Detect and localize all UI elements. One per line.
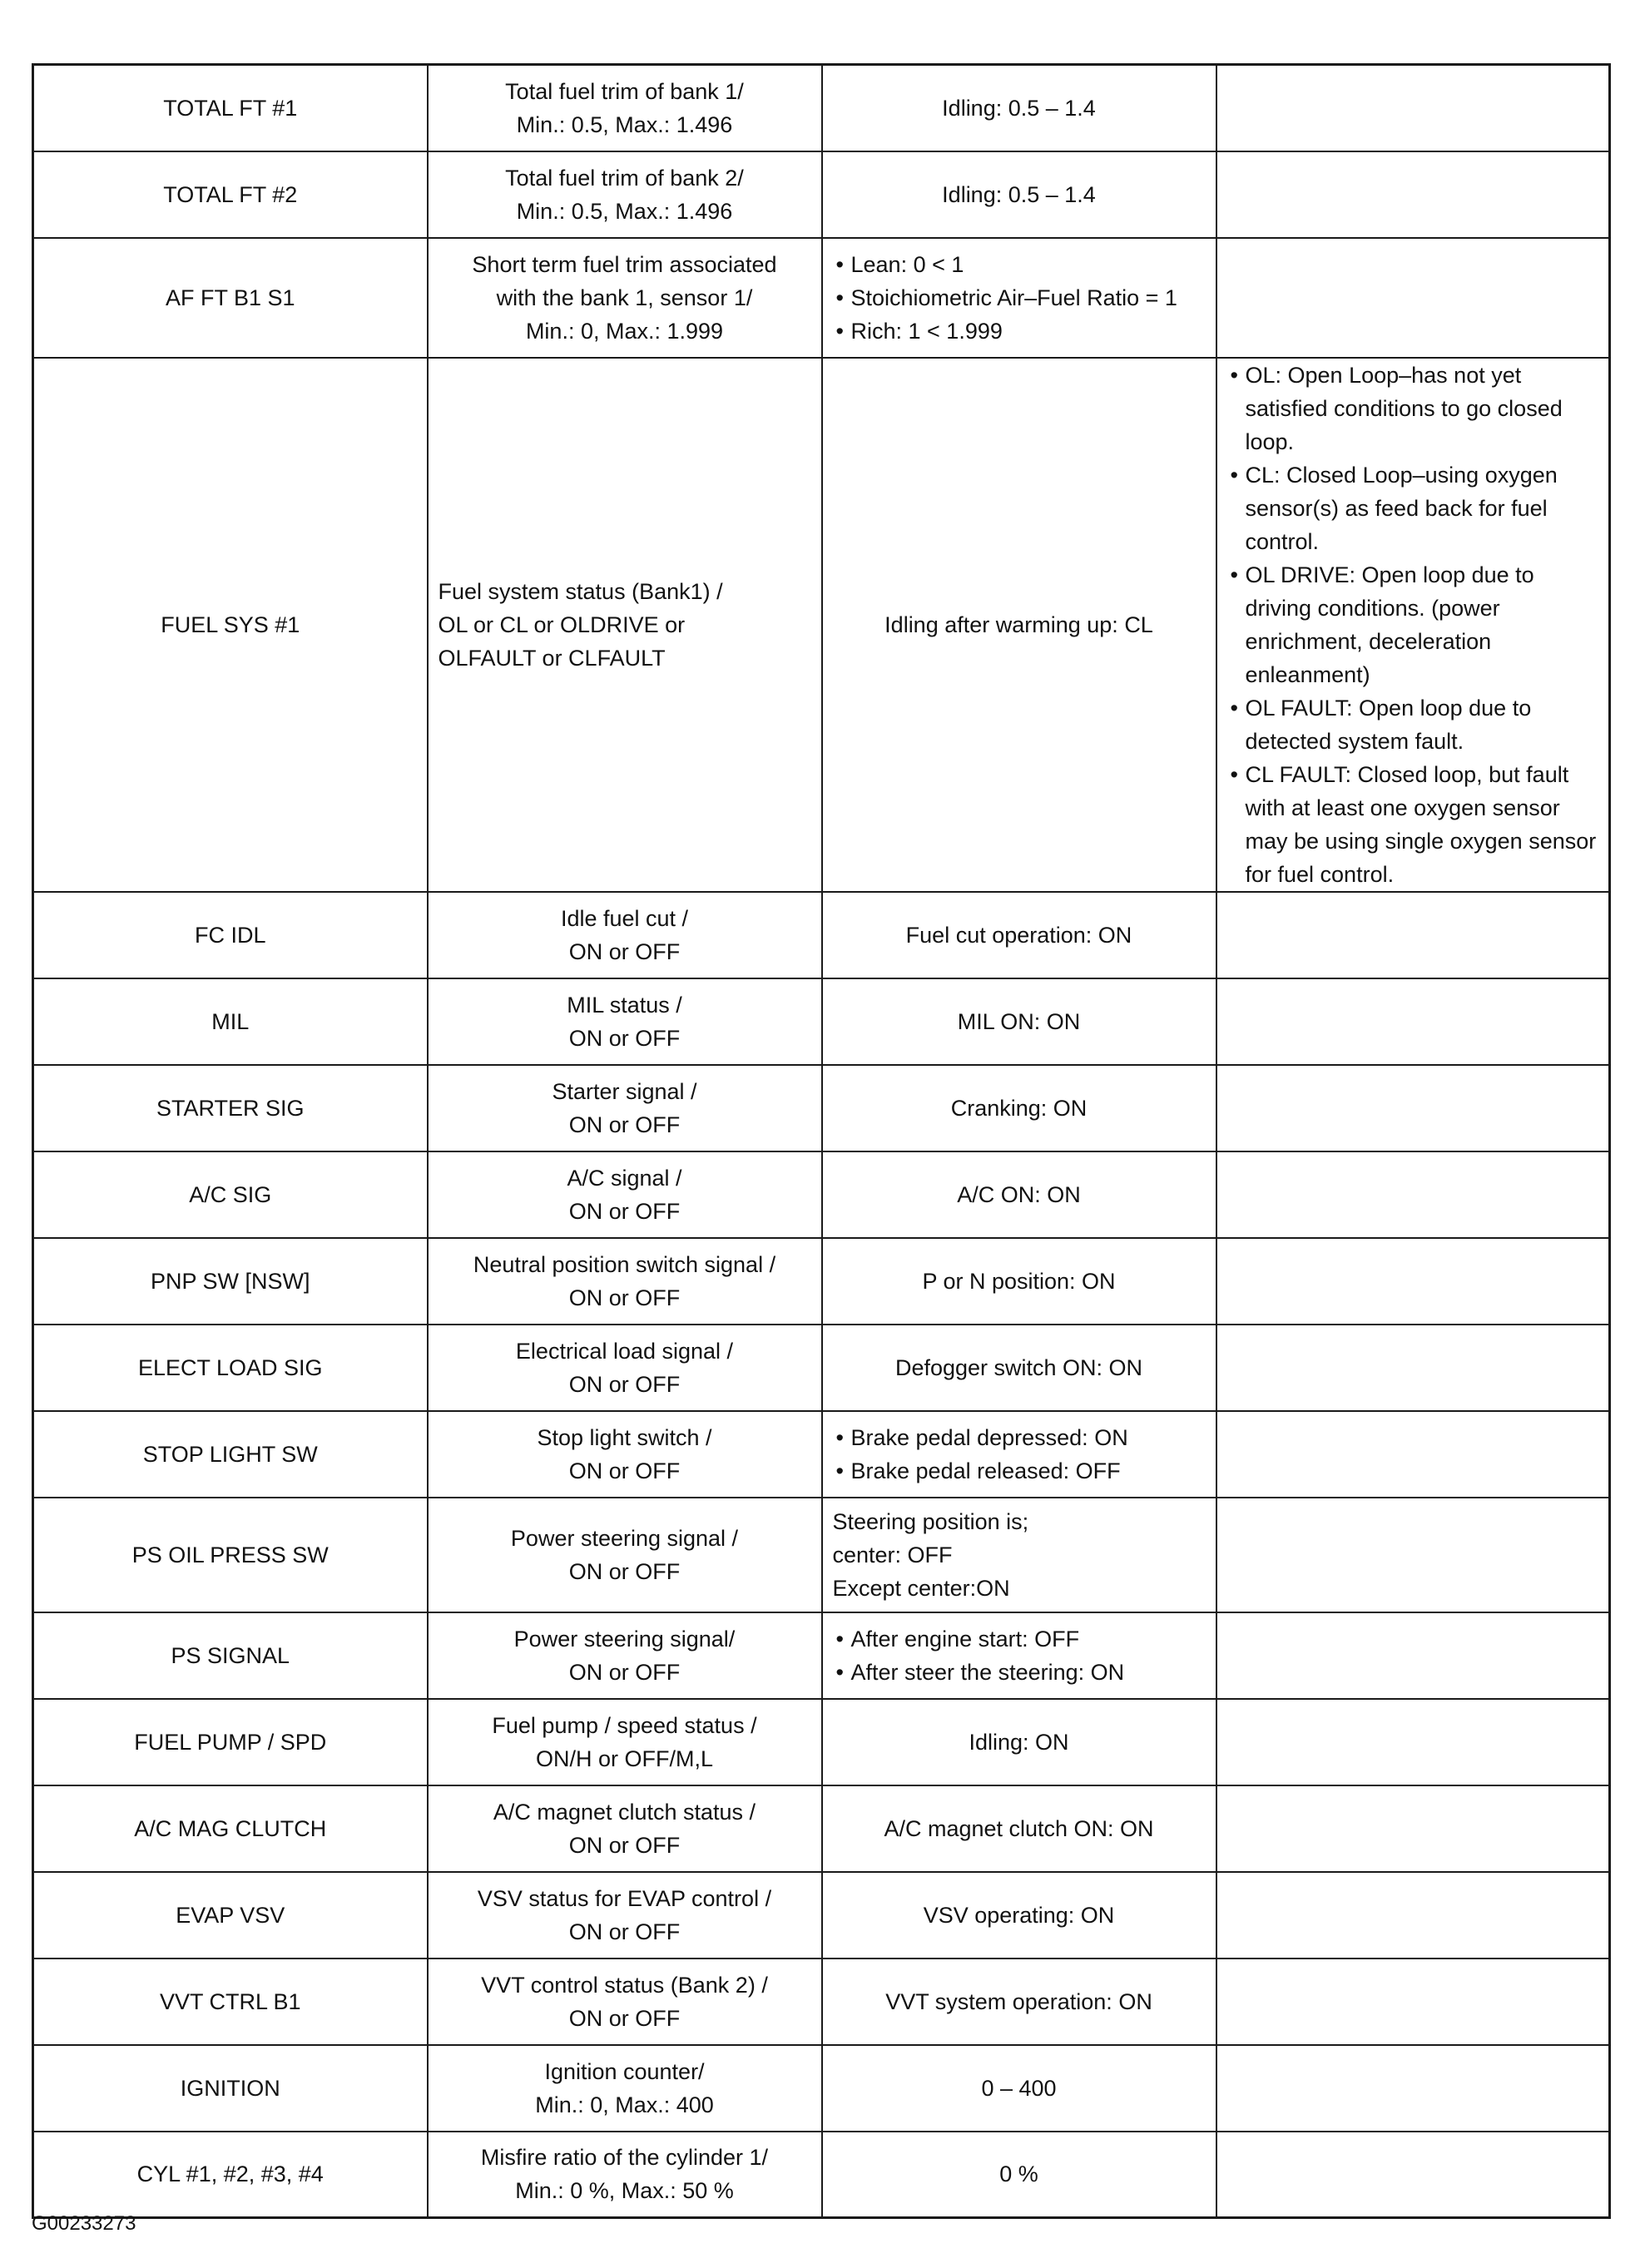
table-row (33, 2132, 1610, 2218)
normal-condition-cell: Idling: 0.5 – 1.4 (822, 65, 1216, 151)
notes-cell (1216, 1612, 1610, 1699)
normal-condition-cell: Idling after warming up: CL (822, 358, 1216, 892)
condition-list (833, 248, 1206, 348)
table-row (33, 978, 1610, 1065)
table-row (33, 1151, 1610, 1238)
table-row (33, 65, 1610, 151)
item-cell: CYL #1, #2, #3, #4 (33, 2132, 428, 2218)
notes-cell (1216, 1872, 1610, 1959)
notes-cell (1216, 2132, 1610, 2218)
notes-cell (1216, 238, 1610, 358)
item-cell: PS OIL PRESS SW (33, 1498, 428, 1612)
table-row (33, 1325, 1610, 1411)
figure-id: G00233273 (32, 2212, 136, 2235)
notes-cell (1216, 1238, 1610, 1325)
table-row (33, 358, 1610, 892)
table-row (33, 1699, 1610, 1785)
description-cell: VVT control status (Bank 2) / ON or OFF (428, 1959, 822, 2045)
item-cell: VVT CTRL B1 (33, 1959, 428, 2045)
list-item: • Rich: 1 < 1.999 (833, 314, 1206, 348)
list-item: • OL: Open Loop–has not yet satisfied conditions to go closed loop. (1227, 359, 1599, 458)
description-cell: Total fuel trim of bank 1/ Min.: 0.5, Max.: 1.496 (428, 65, 822, 151)
notes-cell (1216, 1959, 1610, 2045)
list-item: • CL FAULT: Closed loop, but fault with at least one oxygen sensor may be using single oxygen sensor for fuel control. (1227, 758, 1599, 891)
normal-condition-cell: 0 – 400 (822, 2045, 1216, 2132)
item-cell: TOTAL FT #2 (33, 151, 428, 238)
table-row (33, 1612, 1610, 1699)
description-cell: Short term fuel trim associated with the bank 1, sensor 1/ Min.: 0, Max.: 1.999 (428, 238, 822, 358)
table-row (33, 1785, 1610, 1872)
table-row (33, 892, 1610, 978)
description-cell: Neutral position switch signal / ON or OFF (428, 1238, 822, 1325)
list-item: • After steer the steering: ON (833, 1656, 1206, 1689)
normal-condition-cell: Idling: ON (822, 1699, 1216, 1785)
list-item: • After engine start: OFF (833, 1622, 1206, 1656)
normal-condition-cell: Idling: 0.5 – 1.4 (822, 151, 1216, 238)
normal-condition-cell: VSV operating: ON (822, 1872, 1216, 1959)
normal-condition-cell (822, 1411, 1216, 1498)
list-item: • Stoichiometric Air–Fuel Ratio = 1 (833, 281, 1206, 314)
item-cell: FUEL PUMP / SPD (33, 1699, 428, 1785)
item-cell: EVAP VSV (33, 1872, 428, 1959)
list-item: • CL: Closed Loop–using oxygen sensor(s) as feed back for fuel control. (1227, 458, 1599, 558)
item-cell: STOP LIGHT SW (33, 1411, 428, 1498)
table-row (33, 1959, 1610, 2045)
item-cell: A/C MAG CLUTCH (33, 1785, 428, 1872)
notes-cell (1216, 65, 1610, 151)
item-cell: A/C SIG (33, 1151, 428, 1238)
normal-condition-cell: A/C ON: ON (822, 1151, 1216, 1238)
table-row (33, 1411, 1610, 1498)
description-cell: Ignition counter/ Min.: 0, Max.: 400 (428, 2045, 822, 2132)
normal-condition-cell: Fuel cut operation: ON (822, 892, 1216, 978)
list-item: • OL FAULT: Open loop due to detected system fault. (1227, 691, 1599, 758)
description-cell: Starter signal / ON or OFF (428, 1065, 822, 1151)
item-cell: STARTER SIG (33, 1065, 428, 1151)
description-cell: VSV status for EVAP control / ON or OFF (428, 1872, 822, 1959)
description-cell: Power steering signal/ ON or OFF (428, 1612, 822, 1699)
notes-cell (1216, 358, 1610, 892)
list-item: • Brake pedal released: OFF (833, 1454, 1206, 1488)
item-cell: PNP SW [NSW] (33, 1238, 428, 1325)
normal-condition-cell: P or N position: ON (822, 1238, 1216, 1325)
table-row (33, 1872, 1610, 1959)
normal-condition-cell: 0 % (822, 2132, 1216, 2218)
description-cell: MIL status / ON or OFF (428, 978, 822, 1065)
notes-cell (1216, 1151, 1610, 1238)
data-list-table (32, 63, 1611, 2219)
item-cell: AF FT B1 S1 (33, 238, 428, 358)
table-row (33, 238, 1610, 358)
table-row (33, 2045, 1610, 2132)
normal-condition-cell: Cranking: ON (822, 1065, 1216, 1151)
item-cell: ELECT LOAD SIG (33, 1325, 428, 1411)
notes-cell (1216, 892, 1610, 978)
table-row (33, 1065, 1610, 1151)
normal-condition-cell: Defogger switch ON: ON (822, 1325, 1216, 1411)
notes-cell (1216, 1699, 1610, 1785)
item-cell: PS SIGNAL (33, 1612, 428, 1699)
description-cell: Electrical load signal / ON or OFF (428, 1325, 822, 1411)
list-item: • OL DRIVE: Open loop due to driving conditions. (power enrichment, deceleration enleanment) (1227, 558, 1599, 691)
list-item: • Lean: 0 < 1 (833, 248, 1206, 281)
description-cell: Total fuel trim of bank 2/ Min.: 0.5, Max.: 1.496 (428, 151, 822, 238)
notes-cell (1216, 1065, 1610, 1151)
description-cell: Power steering signal / ON or OFF (428, 1498, 822, 1612)
condition-list (833, 1622, 1206, 1689)
normal-condition-cell: VVT system operation: ON (822, 1959, 1216, 2045)
item-cell: TOTAL FT #1 (33, 65, 428, 151)
notes-cell (1216, 978, 1610, 1065)
description-cell: Fuel system status (Bank1) / OL or CL or OLDRIVE or OLFAULT or CLFAULT (428, 358, 822, 892)
notes-cell (1216, 1411, 1610, 1498)
notes-cell (1216, 1325, 1610, 1411)
item-cell: IGNITION (33, 2045, 428, 2132)
item-cell: MIL (33, 978, 428, 1065)
description-cell: Fuel pump / speed status / ON/H or OFF/M,L (428, 1699, 822, 1785)
normal-condition-cell: MIL ON: ON (822, 978, 1216, 1065)
notes-cell (1216, 1785, 1610, 1872)
description-cell: Misfire ratio of the cylinder 1/ Min.: 0 %, Max.: 50 % (428, 2132, 822, 2218)
table-row (33, 1238, 1610, 1325)
item-cell: FC IDL (33, 892, 428, 978)
notes-list (1227, 359, 1599, 891)
notes-cell (1216, 151, 1610, 238)
normal-condition-cell: A/C magnet clutch ON: ON (822, 1785, 1216, 1872)
table-row (33, 151, 1610, 238)
condition-list (833, 1421, 1206, 1488)
diagnostic-data-sheet (32, 63, 1608, 2219)
notes-cell (1216, 1498, 1610, 1612)
description-cell: A/C signal / ON or OFF (428, 1151, 822, 1238)
description-cell: A/C magnet clutch status / ON or OFF (428, 1785, 822, 1872)
list-item: • Brake pedal depressed: ON (833, 1421, 1206, 1454)
normal-condition-cell (822, 1612, 1216, 1699)
notes-cell (1216, 2045, 1610, 2132)
item-cell: FUEL SYS #1 (33, 358, 428, 892)
description-cell: Idle fuel cut / ON or OFF (428, 892, 822, 978)
table-row (33, 1498, 1610, 1612)
normal-condition-cell: Steering position is; center: OFF Except center:ON (822, 1498, 1216, 1612)
normal-condition-cell (822, 238, 1216, 358)
description-cell: Stop light switch / ON or OFF (428, 1411, 822, 1498)
